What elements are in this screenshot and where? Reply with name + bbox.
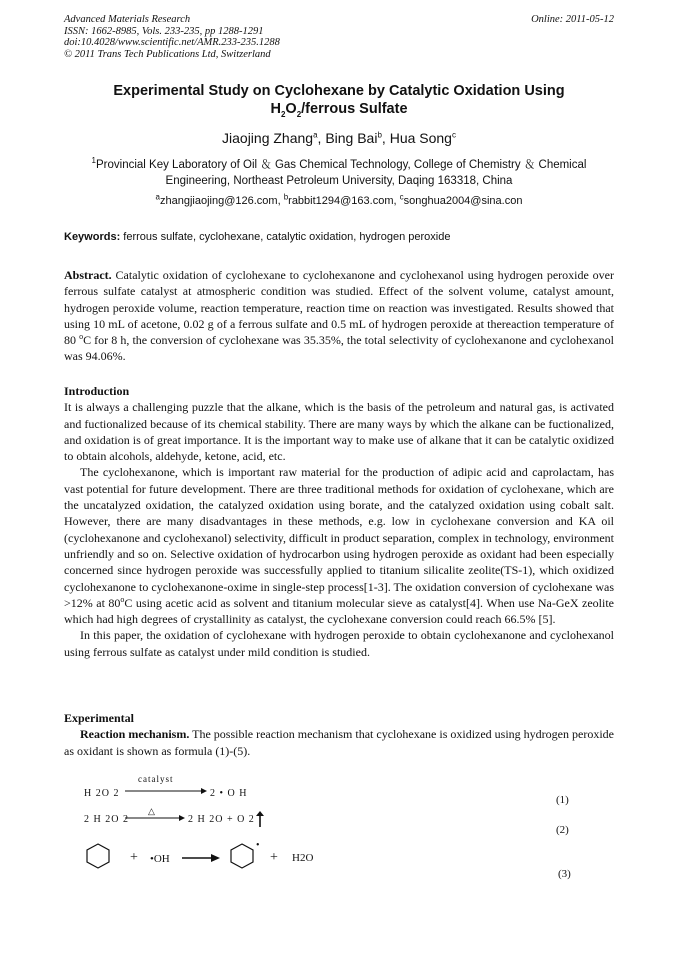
author-name: Jiaojing Zhang bbox=[222, 130, 314, 146]
copyright-line: © 2011 Trans Tech Publications Ltd, Switzerland bbox=[64, 48, 271, 60]
eq1-reactant: H 2O 2 bbox=[84, 788, 120, 799]
affiliation bbox=[64, 157, 614, 189]
author-mark: c bbox=[451, 130, 456, 140]
eq3-plus: + bbox=[130, 850, 139, 865]
author-list: Jiaojing Zhang$^a$, Bing Bai$^b$, Hua Song$^c$ bbox=[222, 130, 456, 146]
title-line-2: $H_2O_2$/ferrous Sulfate bbox=[270, 101, 408, 119]
email-link[interactable]: zhangjiaojing@126.com bbox=[160, 195, 278, 207]
intro-paragraph-2: The cyclohexanone, which is important raw material for the production of adipic acid and caprolactam, has vast potential for future development. There are three traditional methods for oxidation of cyclohexane, which are the uncatalyzed oxidation, the catalyzed oxidation using borate, and the catalyzed oxidation using cobalt salt. However, there are many disadvantages in these methods, e.g. low in cyclohexane conversion and KA oil (cyclohexanone and cyclohexanol) selectivity, difficult in product separation, complex in technology, environment unfriendly and so on. Selective oxidation of hydrocarbon using hydrogen peroxide as oxidant had been especially concerned since hydrogen peroxide was successfully applied to titanium silicalite zeolite(TS-1), which oxidized cyclohexanone to cyclohexanone-oxime in single-step process[1-3]. The oxidation conversion of cyclohexane was >12% at 80$^o$C using acetic acid as solvent and titanium molecular sieve as catalyst[4]. When use Na-GeX zeolite which had high degrees of crystallinity as catalyst, the cyclohexane conversion could reach 66.5% [5]. bbox=[64, 465, 614, 627]
eq3-water: H2O bbox=[292, 852, 314, 864]
keywords-text: ferrous sulfate, cyclohexane, catalytic oxidation, hydrogen peroxide bbox=[120, 231, 451, 243]
eq1-product: 2 • O H bbox=[210, 788, 248, 799]
title-line-1: Experimental Study on Cyclohexane by Catalytic Oxidation Using bbox=[113, 83, 565, 99]
author-mark: b bbox=[377, 130, 382, 140]
issn-line: ISSN: 1662-8985, Vols. 233-235, pp 1288-1291 bbox=[64, 25, 264, 37]
introduction-heading: Introduction bbox=[64, 384, 130, 398]
introduction-section bbox=[64, 383, 614, 660]
cyclohexyl-radical-icon bbox=[228, 842, 256, 870]
experimental-heading: Experimental bbox=[64, 711, 134, 725]
journal-header bbox=[64, 14, 614, 60]
eq3-hydroxyl-radical: •OH bbox=[150, 853, 170, 865]
intro-paragraph-3: In this paper, the oxidation of cyclohexane with hydrogen peroxide to obtain cyclohexanone and cyclohexanol using ferrous sulfate as catalyst under mild condition is studied. bbox=[64, 628, 614, 659]
author-name: Bing Bai bbox=[325, 130, 378, 146]
eq1-number: (1) bbox=[556, 794, 569, 806]
experimental-section bbox=[64, 710, 614, 759]
abstract-label: Abstract. bbox=[64, 268, 112, 282]
author-emails: $^a$zhangjiaojing@126.com, $^b$rabbit1294@163.com, $^c$songhua2004@sina.con bbox=[155, 192, 523, 207]
email-link[interactable]: rabbit1294@163.com bbox=[288, 195, 394, 207]
gas-up-arrow-icon bbox=[256, 811, 264, 827]
intro-paragraph-1: It is always a challenging puzzle that the alkane, which is the basis of the petroleum and natural gas, is activated and fuctionalized because of its chemical stability. There are many ways by which the alkane can be fuctionalized, and oxidation is of great importance. It is the important way to make use of alkane that it can be catalytic oxidized to obtain alcohols, aldehyde, ketone, acid, etc. bbox=[64, 400, 614, 464]
keywords-label: Keywords: bbox=[64, 231, 121, 243]
reaction-formulas bbox=[0, 770, 678, 890]
eq1-arrow-icon bbox=[125, 786, 207, 796]
eq2-number: (2) bbox=[556, 824, 569, 836]
eq2-products: 2 H 2O + O 2 bbox=[188, 814, 255, 825]
eq3-arrow-icon bbox=[182, 853, 220, 863]
eq2-reactant: 2 H 2O 2 bbox=[84, 814, 129, 825]
author-name: Hua Song bbox=[389, 130, 452, 146]
abstract: Abstract. Catalytic oxidation of cyclohexane to cyclohexanone and cyclohexanol using hydrogen peroxide over ferrous sulfate catalyst at atmospheric condition was studied. Effect of the solvent volume, catalyst amount, hydrogen peroxide volume, reaction temperature, reaction time on reaction was investigated. Results showed that using 10 mL of acetone, 0.02 g of a ferrous sulfate and 0.5 mL of hydrogen peroxide at thereaction temperature of 80 $^o$C for 8 h, the conversion of cyclohexane was 35.35%, the total selectivity of cyclohexanone and cyclohexanol was 94.06%. bbox=[64, 268, 614, 364]
affiliation-line-1: $^1$Provincial Key Laboratory of Oil ＆ Gas Chemical Technology, College of Chemistry ＆ Chemical bbox=[91, 156, 587, 171]
eq3-radical-dot: • bbox=[256, 840, 261, 851]
eq1-catalyst-label: catalyst bbox=[138, 774, 174, 784]
paper-title bbox=[60, 82, 618, 118]
eq2-arrow-icon bbox=[125, 813, 185, 823]
affiliation-line-2: Engineering, Northeast Petroleum University, Daqing 163318, China bbox=[165, 175, 513, 187]
online-date: Online: 2011-05-12 bbox=[531, 14, 614, 25]
eq3-number: (3) bbox=[558, 868, 571, 880]
email-link[interactable]: songhua2004@sina.con bbox=[403, 195, 523, 207]
author-mark: a bbox=[313, 130, 318, 140]
eq2-heat-symbol: △ bbox=[148, 806, 156, 816]
doi-line: doi:10.4028/www.scientific.net/AMR.233-235.1288 bbox=[64, 37, 280, 48]
abstract-text: Catalytic oxidation of cyclohexane to cyclohexanone and cyclohexanol using hydrogen peroxide over ferrous sulfate catalyst at atmospheric condition was studied. Effect of the solvent volume, catalyst amount, hydrogen peroxide volume, reaction temperature, reaction time on reaction was investigated. Results showed that using 10 mL of acetone, 0.02 g of a ferrous sulfate and 0.5 mL of hydrogen peroxide at thereaction temperature of 80 bbox=[64, 268, 614, 348]
reaction-mechanism-label: Reaction mechanism. bbox=[80, 727, 190, 742]
cyclohexane-ring-icon bbox=[84, 842, 112, 870]
keywords bbox=[64, 231, 614, 243]
eq3-plus: + bbox=[270, 850, 279, 865]
experimental-paragraph: Reaction mechanism. The possible reaction mechanism that cyclohexane is oxidized using hydrogen peroxide as oxidant is shown as formula (1)-(5). bbox=[64, 727, 614, 758]
journal-name: Advanced Materials Research bbox=[64, 14, 191, 25]
